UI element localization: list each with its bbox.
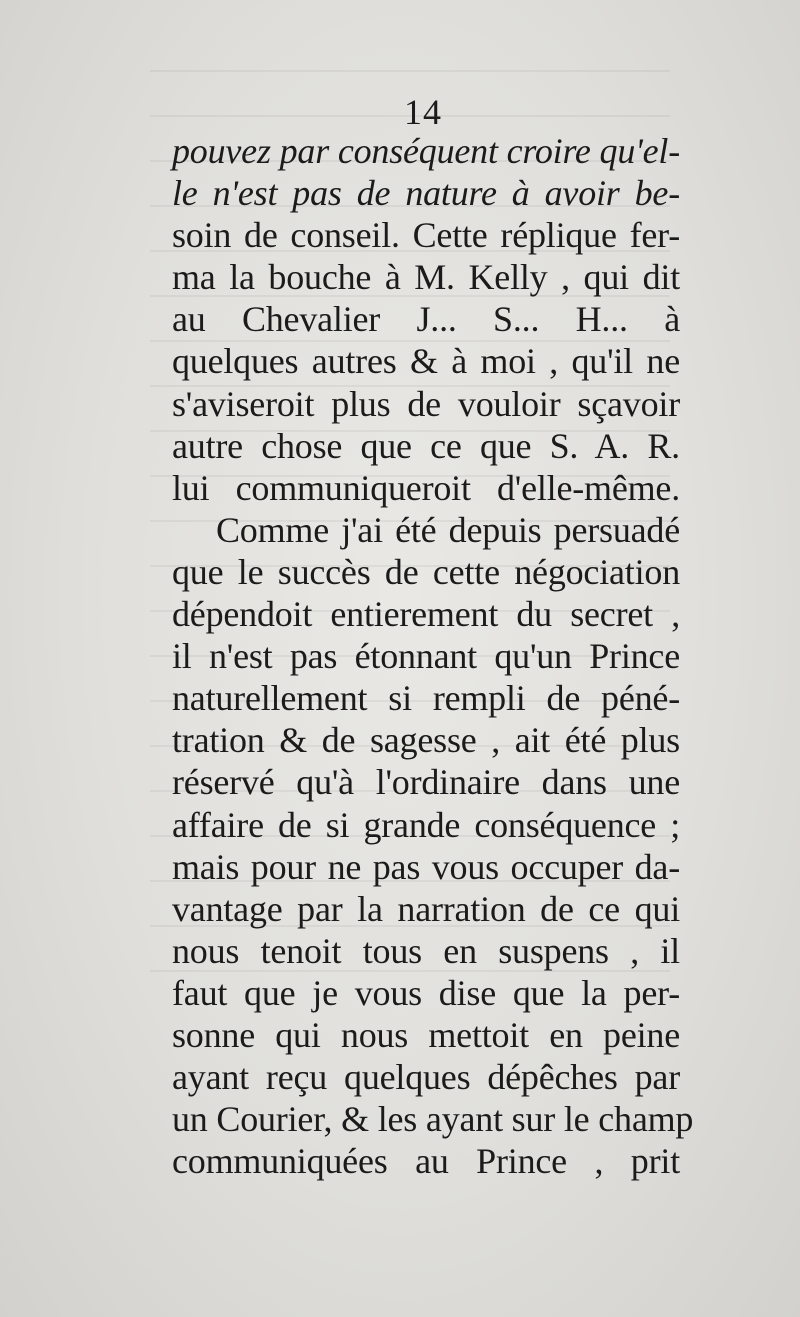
text-line-1: pouvez par conséquent croire qu'el- — [172, 131, 680, 171]
text-line-22: sonne qui nous mettoit en peine — [172, 1014, 680, 1055]
text-line-18: mais pour ne pas vous occuper da- — [172, 846, 680, 887]
text-line-19: vantage par la narration de ce qui — [172, 888, 680, 929]
text-line-20: nous tenoit tous en suspens , il — [172, 930, 680, 971]
text-line-2: le n'est pas de nature à avoir be- — [172, 173, 680, 214]
text-line-16: réservé qu'à l'ordinaire dans une — [172, 762, 680, 803]
text-line-9: lui communiqueroit d'elle-même. — [172, 467, 680, 508]
text-line-13: il n'est pas étonnant qu'un Prince — [172, 636, 680, 677]
text-line-3: soin de conseil. Cette réplique fer- — [172, 215, 680, 256]
text-line-11: que le succès de cette négociation — [172, 551, 680, 592]
text-line-25: communiquées au Prince , prit — [172, 1141, 680, 1182]
text-line-14: naturellement si rempli de péné- — [172, 678, 680, 719]
text-line-4: ma la bouche à M. Kelly , qui dit — [172, 257, 680, 298]
text-line-24: un Courier, & les ayant sur le champ — [172, 1099, 694, 1140]
text-line-8: autre chose que ce que S. A. R. — [172, 425, 680, 466]
text-line-12: dépendoit entierement du secret , — [172, 594, 680, 635]
text-line-21: faut que je vous dise que la per- — [172, 972, 680, 1013]
text-line-15: tration & de sagesse , ait été plus — [172, 720, 680, 761]
text-line-6: quelques autres & à moi , qu'il ne — [172, 341, 680, 382]
text-line-5: au Chevalier J... S... H... à — [172, 299, 680, 340]
text-line-10: Comme j'ai été depuis persuadé — [216, 509, 680, 550]
text-line-23: ayant reçu quelques dépêches par — [172, 1057, 680, 1098]
text-line-17: affaire de si grande conséquence ; — [172, 804, 680, 845]
body-text — [172, 130, 694, 1182]
text-line-7: s'aviseroit plus de vouloir sçavoir — [172, 383, 680, 424]
page-number: 14 — [404, 92, 442, 132]
